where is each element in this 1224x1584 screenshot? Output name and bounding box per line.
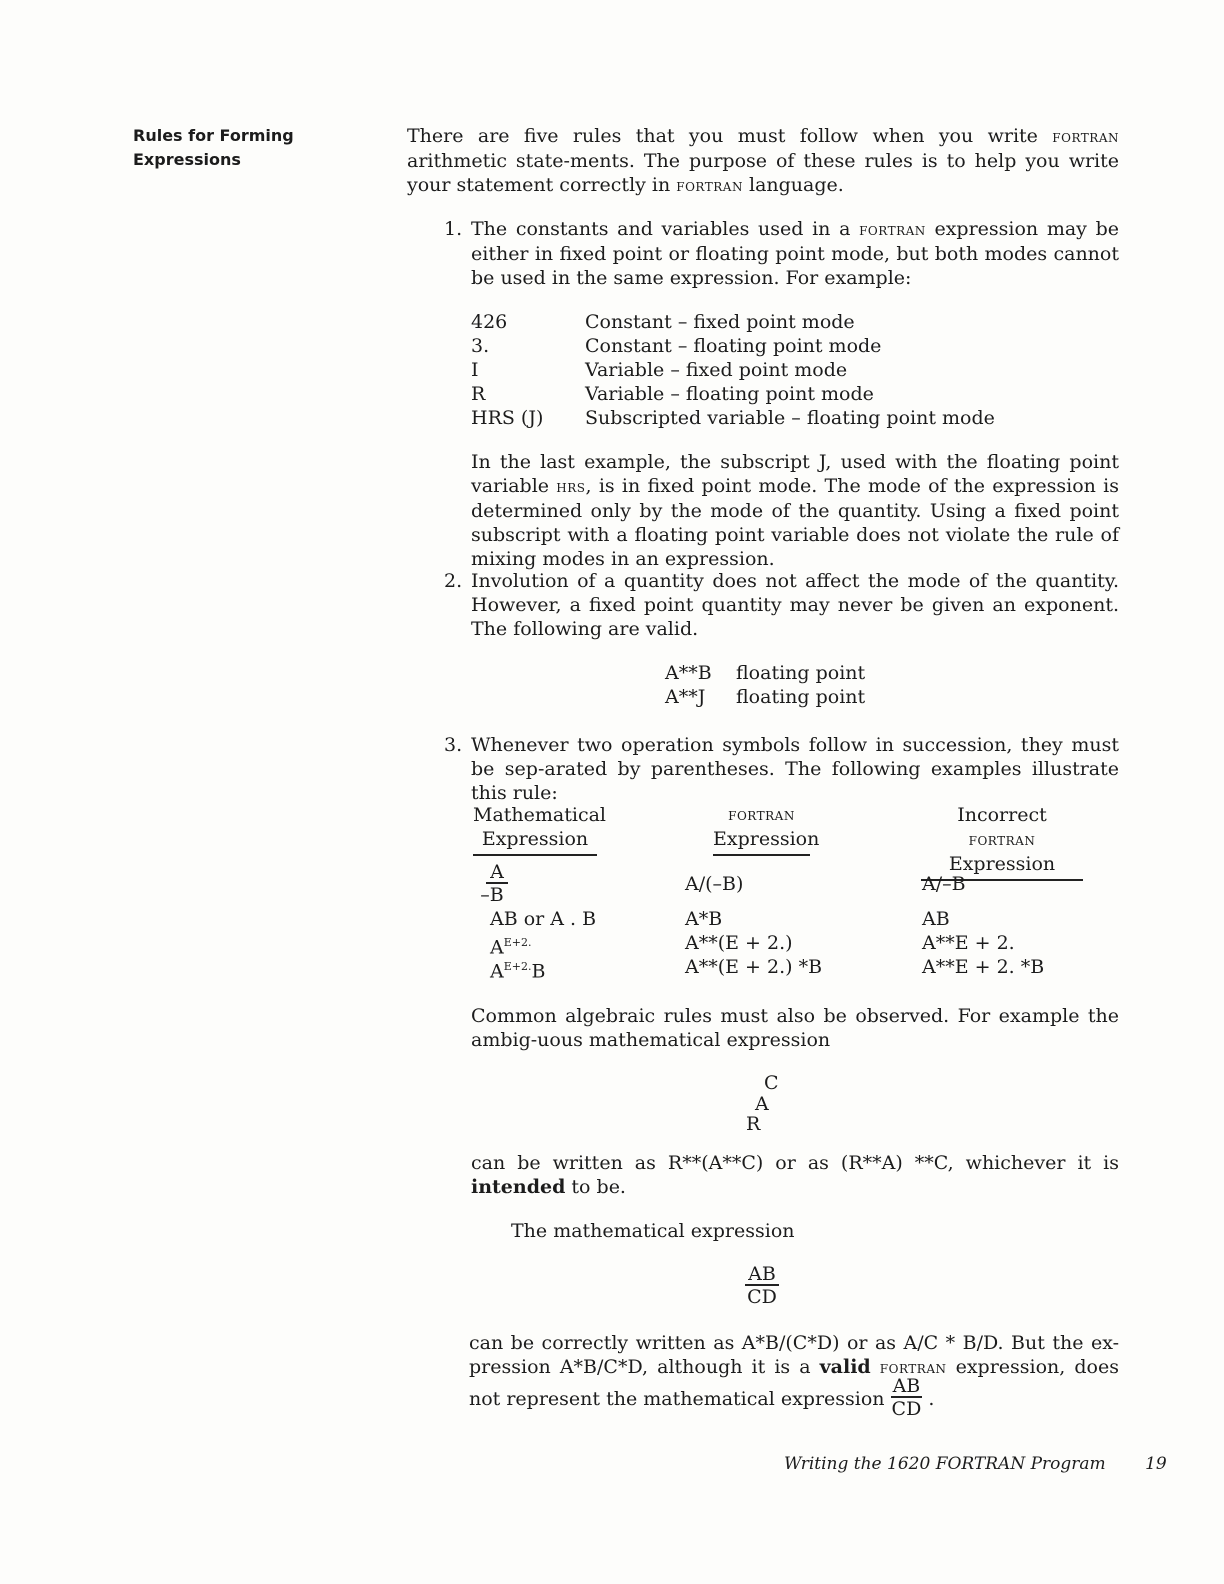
rule-2 xyxy=(444,569,1119,641)
rule-2-number: 2. xyxy=(444,570,463,592)
rule-3 xyxy=(444,733,1119,805)
table-row: HRS (J) Subscripted variable – floating point mode xyxy=(471,407,995,429)
table-row: 3. Constant – floating point mode xyxy=(471,335,882,357)
table-header-fortran: fortran Expression xyxy=(713,803,810,856)
inline-fraction-ab-cd: $\frac{AB}{CD}$ xyxy=(891,1375,922,1420)
row-3-fortran: A**(E + 2.) xyxy=(685,932,793,954)
rule-3-text: Whenever two operation symbols follow in succession, they must be sep-arated by parentheses. The following examples illustrate this rule: xyxy=(471,734,1119,804)
section-heading-line-2: Expressions xyxy=(133,150,241,169)
tower-top: C xyxy=(764,1072,779,1094)
tower-base: R xyxy=(746,1113,761,1135)
table-row: I Variable – fixed point mode xyxy=(471,359,848,381)
fraction-ab-cd: $\frac{AB}{CD}$ xyxy=(745,1264,779,1308)
row-3-incorrect: A**E + 2. xyxy=(922,932,1015,954)
row-1-math-fraction: $\frac{A}{-B}$ xyxy=(474,862,510,906)
intro-paragraph: There are five rules that you must follow when you write fortran arithmetic state-ments. The purpose of these rules is to help you write your statement correctly in fortran language. xyxy=(407,125,1119,196)
row-2-fortran: A*B xyxy=(685,908,723,930)
rule-1-note: In the last example, the subscript J, used with the floating point variable hrs, is in fixed point mode. The mode of the expression is determined only by the mode of the quantity. Using a fixed point subscript with a floating point variable does not violate the rule of mixing modes in an expression. xyxy=(471,451,1119,570)
common-rules-paragraph: Common algebraic rules must also be observed. For example the ambig-uous mathematical expression xyxy=(471,1005,1119,1051)
rule-1-number: 1. xyxy=(444,218,463,240)
final-paragraph: can be correctly written as A*B/(C*D) or as A/C * B/D. But the ex-pression A*B/C*D, although it is a valid fortran expression, does not represent the mathematical expression $\frac{AB}{CD}$ . xyxy=(469,1332,1119,1420)
page-footer xyxy=(784,1452,1167,1476)
table-header-incorrect: Incorrect fortran Expression xyxy=(921,803,1083,881)
rule-1 xyxy=(444,217,1119,290)
rule-2-text: Involution of a quantity does not affect the mode of the quantity. However, a fixed point quantity may never be given an exponent. The following are valid. xyxy=(471,570,1119,640)
written-paragraph: can be written as R**(A**C) or as (R**A) **C, whichever it is intended to be. xyxy=(471,1152,1119,1198)
table-row: 426 Constant – fixed point mode xyxy=(471,311,855,333)
rule-1-text: The constants and variables used in a fortran expression may be either in fixed point or floating point mode, but both modes cannot be used in the same expression. For example: xyxy=(471,218,1119,289)
table-row: R Variable – floating point mode xyxy=(471,383,874,405)
tower-mid: A xyxy=(755,1093,769,1115)
section-heading-line-1: Rules for Forming xyxy=(133,126,294,145)
row-2-math: AB or A . B xyxy=(490,908,597,930)
row-4-incorrect: A**E + 2. *B xyxy=(922,956,1045,978)
table-row: A**J floating point xyxy=(665,686,866,708)
rule-3-number: 3. xyxy=(444,734,463,756)
rule-2-examples xyxy=(665,661,865,709)
table-row: A**B floating point xyxy=(665,662,866,684)
row-1-incorrect: A/–B xyxy=(922,873,966,895)
math-expression-intro: The mathematical expression xyxy=(511,1220,795,1242)
row-1-fortran: A/(–B) xyxy=(685,873,744,895)
footer-title: Writing the 1620 FORTRAN Program xyxy=(784,1454,1106,1474)
section-heading xyxy=(133,124,333,172)
row-2-incorrect: AB xyxy=(922,908,950,930)
row-4-math: $A^{E+2.}B$ xyxy=(490,960,546,983)
page-number: 19 xyxy=(1145,1454,1167,1474)
rule-1-examples xyxy=(471,310,995,430)
row-3-math: $A^{E+2.}$ xyxy=(490,936,532,959)
table-header-math: Mathematical Expression xyxy=(473,803,597,856)
row-4-fortran: A**(E + 2.) *B xyxy=(685,956,823,978)
